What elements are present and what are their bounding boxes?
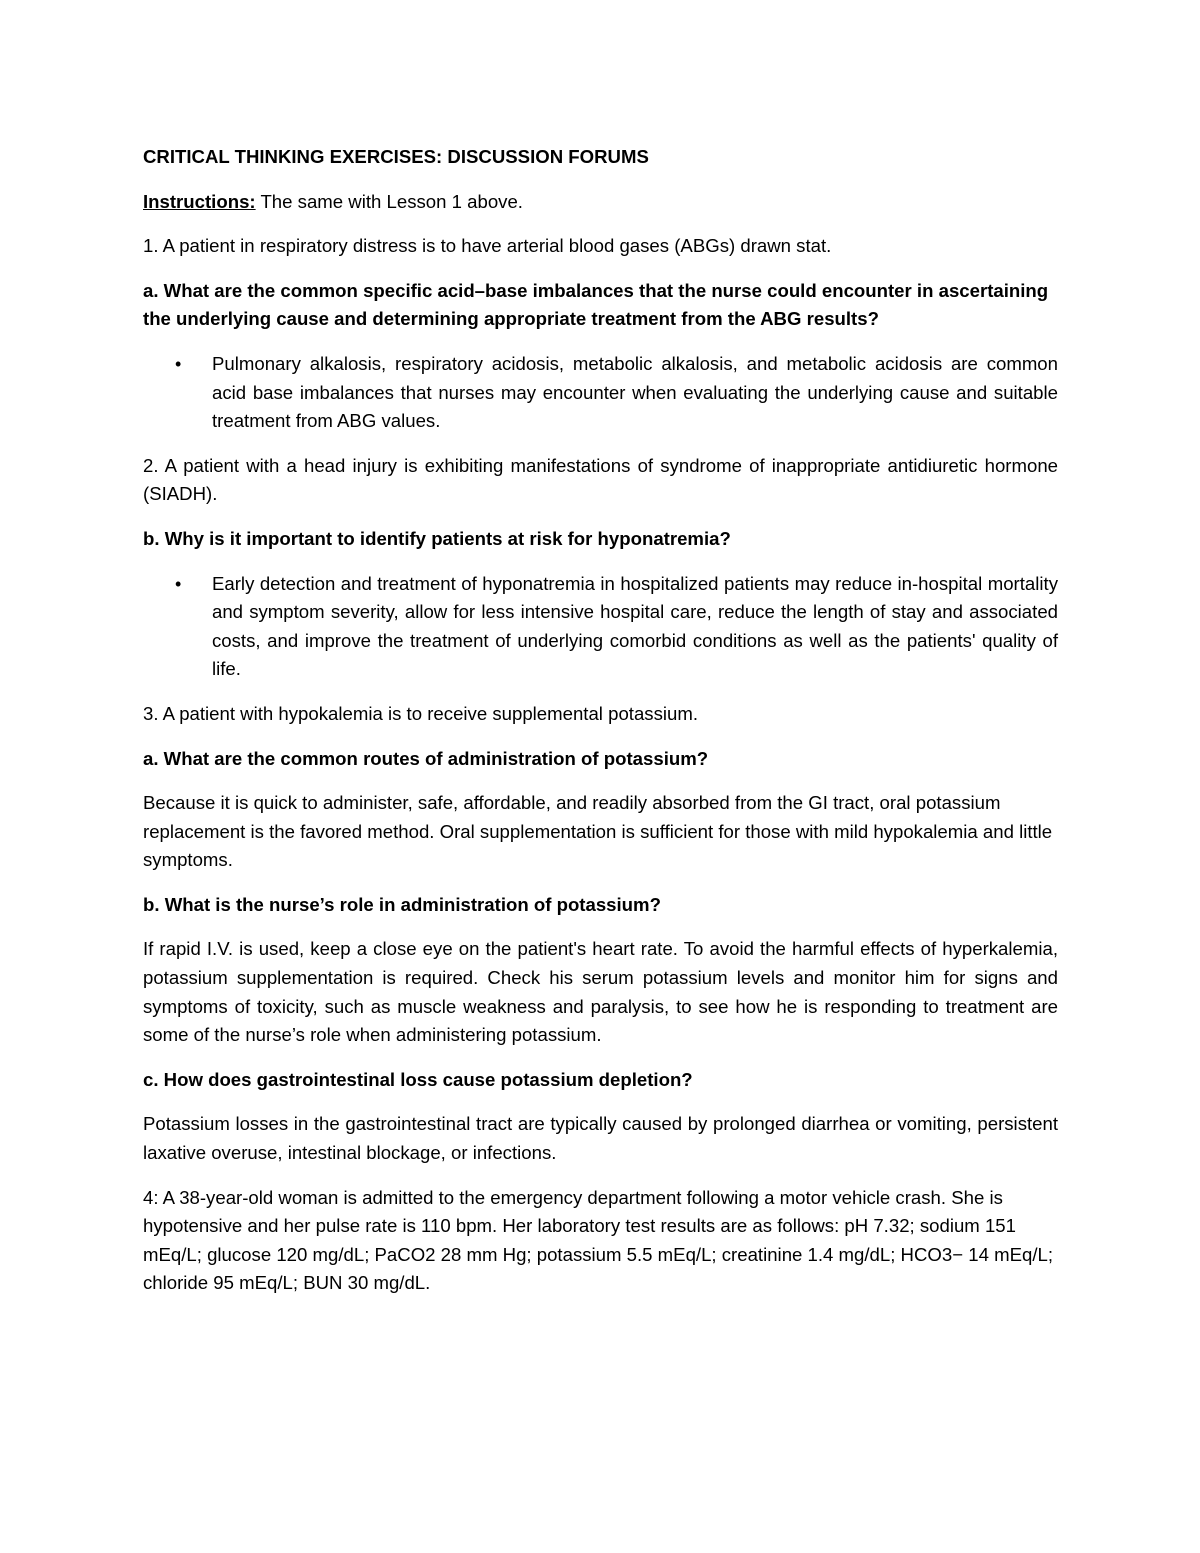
instructions-paragraph [143, 188, 1058, 217]
question-4-stem: 4: A 38-year-old woman is admitted to the emergency department following a motor vehicle crash. She is hypotensive and her pulse rate is 110 bpm. Her laboratory test results are as follows: pH 7.32; sodium 151 mEq/L; glucose 120 mg/dL; PaCO2 28 mm Hg; potassium 5.5 mEq/L; creatinine 1.4 mg/dL; HCO3− 14 mEq/L; chloride 95 mEq/L; BUN 30 mg/dL. [143, 1186, 1053, 1294]
answer-1a-list [143, 350, 1058, 436]
question-3b: b. What is the nurse’s role in administration of potassium? [143, 893, 661, 915]
bullet-icon: • [175, 573, 182, 594]
answer-3c: Potassium losses in the gastrointestinal tract are typically caused by prolonged diarrhea or vomiting, persistent laxative overuse, intestinal blockage, or infections. [143, 1113, 1058, 1164]
answer-2b-item [143, 570, 1058, 684]
answer-1a-text: Pulmonary alkalosis, respiratory acidosis, metabolic alkalosis, and metabolic acidosis are common acid base imbalances that nurses may encounter when evaluating the underlying cause and suitable treatment from ABG values. [212, 352, 1058, 432]
question-2b: b. Why is it important to identify patients at risk for hyponatremia? [143, 527, 731, 549]
question-1-stem: 1. A patient in respiratory distress is to have arterial blood gases (ABGs) drawn stat. [143, 235, 832, 257]
question-3c: c. How does gastrointestinal loss cause potassium depletion? [143, 1068, 693, 1090]
question-3a: a. What are the common routes of administration of potassium? [143, 747, 709, 769]
document-title: CRITICAL THINKING EXERCISES: DISCUSSION FORUMS [143, 146, 649, 167]
question-3-stem: 3. A patient with hypokalemia is to receive supplemental potassium. [143, 702, 699, 724]
question-2-stem: 2. A patient with a head injury is exhibiting manifestations of syndrome of inappropriate antidiuretic hormone (SIADH). [143, 454, 1058, 505]
answer-1a-item [143, 350, 1058, 436]
answer-3b: If rapid I.V. is used, keep a close eye on the patient's heart rate. To avoid the harmful effects of hyperkalemia, potassium supplementation is required. Check his serum potassium levels and monitor him for signs and symptoms of toxicity, such as muscle weakness and paralysis, to see how he is responding to treatment are some of the nurse’s role when administering potassium. [143, 938, 1058, 1046]
answer-2b-list [143, 570, 1058, 684]
instructions-text: The same with Lesson 1 above. [255, 190, 523, 212]
bullet-icon: • [175, 353, 182, 374]
question-1a: a. What are the common specific acid–base imbalances that the nurse could encounter in ascertaining the underlying cause and determining appropriate treatment from the ABG results? [143, 279, 1049, 330]
answer-3a: Because it is quick to administer, safe, affordable, and readily absorbed from the GI tract, oral potassium replacement is the favored method. Oral supplementation is sufficient for those with mild hypokalemia and little symptoms. [143, 792, 1053, 871]
document-body [143, 143, 1058, 1314]
instructions-label: Instructions: [143, 190, 256, 212]
answer-2b-text: Early detection and treatment of hyponatremia in hospitalized patients may reduce in-hospital mortality and symptom severity, allow for less intensive hospital care, reduce the length of stay and associated costs, and improve the treatment of underlying comorbid conditions as well as the patients' quality of life. [212, 572, 1058, 680]
